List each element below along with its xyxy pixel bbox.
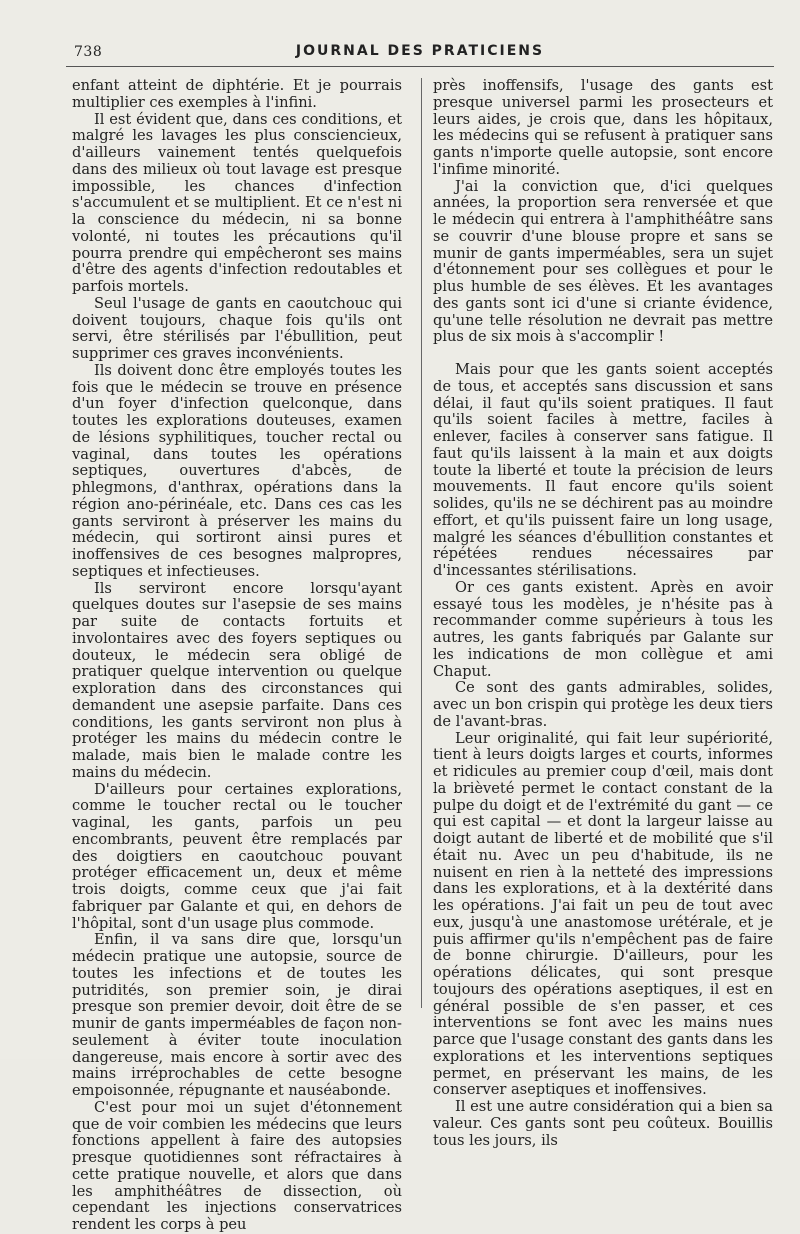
- column-divider: [421, 78, 422, 1008]
- paragraph: Enfin, il va sans dire que, lorsqu'un médecin pratique une autopsie, source de toutes les infections et de toutes les putridités, son premier soin, je dirai presque son premier devoir, doit être de se munir de gants imperméables de façon non-seulement à éviter toute inoculation dangereuse, mais encore à sortir avec des mains irréprochables de cette besogne empoisonnée, répugnante et nauséabonde.: [72, 931, 402, 1099]
- paragraph: Il est une autre considération qui a bien sa valeur. Ces gants sont peu coûteux. Bouillis tous les jours, ils: [433, 1098, 773, 1149]
- left-column: [72, 78, 402, 1234]
- paragraph: D'ailleurs pour certaines explorations, comme le toucher rectal ou le toucher vaginal, les gants, parfois un peu encombrants, peuvent être remplacés par des doigtiers en caoutchouc pouvant protéger efficacement un, deux et même trois doigts, comme ceux que j'ai fait fabriquer par Galante et qui, en dehors de l'hôpital, sont d'un usage plus commode.: [72, 780, 402, 932]
- paragraph: Ils serviront encore lorsqu'ayant quelques doutes sur l'asepsie de ses mains par suite de contacts fortuits et involontaires avec des foyers septiques ou douteux, le médecin sera obligé de pratiquer quelque intervention ou quelque exploration dans des circonstances qui demandent une asepsie parfaite. Dans ces conditions, les gants serviront non plus à protéger les mains du médecin contre le malade, mais bien le malade contre les mains du médecin.: [72, 579, 402, 781]
- page-header: [66, 40, 774, 67]
- page-number: 738: [74, 44, 103, 60]
- paragraph: Ce sont des gants admirables, solides, avec un bon crispin qui protège les deux tiers de l'avant-bras.: [433, 679, 773, 730]
- paragraph: Ils doivent donc être employés toutes les fois que le médecin se trouve en présence d'un foyer d'infection quelconque, dans toutes les explorations douteuses, examen de lésions syphilitiques, toucher rectal ou vaginal, dans toutes les opérations septiques, ouvertures d'abcès, de phlegmons, d'anthrax, opérations dans la région ano-périnéale, etc. Dans ces cas les gants serviront à préserver les mains du médecin, qui sortiront ainsi pures et inoffensives de ces besognes malpropres, septiques et infectieuses.: [72, 361, 402, 580]
- paragraph: Il est évident que, dans ces conditions, et malgré les lavages les plus consciencieux, d'ailleurs vainement tentés quelquefois dans des milieux où tout lavage est presque impossible, les chances d'infection s'accumulent et se multiplient. Et ce n'est ni la conscience du médecin, ni sa bonne volonté, ni toutes les précautions qu'il pourra prendre qui empêcheront ses mains d'être des agents d'infection redoutables et parfois mortels.: [72, 110, 402, 295]
- paragraph: enfant atteint de diphtérie. Et je pourrais multiplier ces exemples à l'infini.: [72, 77, 402, 111]
- paragraph: Or ces gants existent. Après en avoir essayé tous les modèles, je n'hésite pas à recommander comme supérieurs à tous les autres, les gants fabriqués par Galante sur les indications de mon collègue et ami Chaput.: [433, 578, 773, 680]
- paragraph: Mais pour que les gants soient acceptés de tous, et acceptés sans discussion et sans délai, il faut qu'ils soient pratiques. Il faut qu'ils soient faciles à mettre, faciles à enlever, faciles à conserver sans fatigue. Il faut qu'ils laissent à la main et aux doigts toute la liberté et toute la précision de leurs mouvements. Il faut encore qu'ils soient solides, qu'ils ne se déchirent pas au moindre effort, et qu'ils puissent faire un long usage, malgré les séances d'ébullition constantes et répétées rendues nécessaires par d'incessantes stérilisations.: [433, 361, 773, 579]
- journal-title: JOURNAL DES PRATICIENS: [295, 43, 545, 59]
- paragraph: Seul l'usage de gants en caoutchouc qui doivent toujours, chaque fois qu'ils ont servi, être stérilisés par l'ébullition, peut supprimer ces graves inconvénients.: [72, 294, 402, 362]
- paragraph: près inoffensifs, l'usage des gants est presque universel parmi les prosecteurs et leurs aides, je crois que, dans les hôpitaux, les médecins qui se refusent à pratiquer sans gants n'importe quelle autopsie, sont encore l'infime minorité.: [433, 77, 773, 178]
- paragraph: C'est pour moi un sujet d'étonnement que de voir combien les médecins que leurs fonctions appellent à faire des autopsies presque quotidiennes sont réfractaires à cette pratique nouvelle, et alors que dans les amphithéâtres de dissection, où cependant les injections conservatrices rendent les corps à peu: [72, 1098, 402, 1233]
- right-column: [433, 78, 773, 1149]
- paragraph: J'ai la conviction que, d'ici quelques années, la proportion sera renversée et que le médecin qui entrera à l'amphithéâtre sans se couvrir d'une blouse propre et sans se munir de gants imperméables, sera un sujet d'étonnement pour ses collègues et pour le plus humble de ses élèves. Et les avantages des gants sont ici d'une si criante évidence, qu'une telle résolution ne devrait pas mettre plus de six mois à s'accomplir !: [433, 177, 773, 346]
- paragraph: Leur originalité, qui fait leur supériorité, tient à leurs doigts larges et courts, informes et ridicules au premier coup d'œil, mais dont la brièveté permet le contact constant de la pulpe du doigt et de l'extrémité du gant — ce qui est capital — et dont la largeur laisse au doigt autant de liberté et de mobilité que s'il était nu. Avec un peu d'habitude, ils ne nuisent en rien à la netteté des impressions dans les explorations, et à la dextérité dans les opérations. J'ai fait un peu de tout avec eux, jusqu'à une anastomose urétérale, et je puis affirmer qu'ils n'empêchent pas de faire de bonne chirurgie. D'ailleurs, pour les opérations délicates, qui sont presque toujours des opérations aseptiques, il est en général possible de s'en passer, et ces interventions se font avec les mains nues parce que l'usage constant des gants dans les explorations et les interventions septiques permet, en préservant les mains, de les conserver aseptiques et inoffensives.: [433, 729, 773, 1099]
